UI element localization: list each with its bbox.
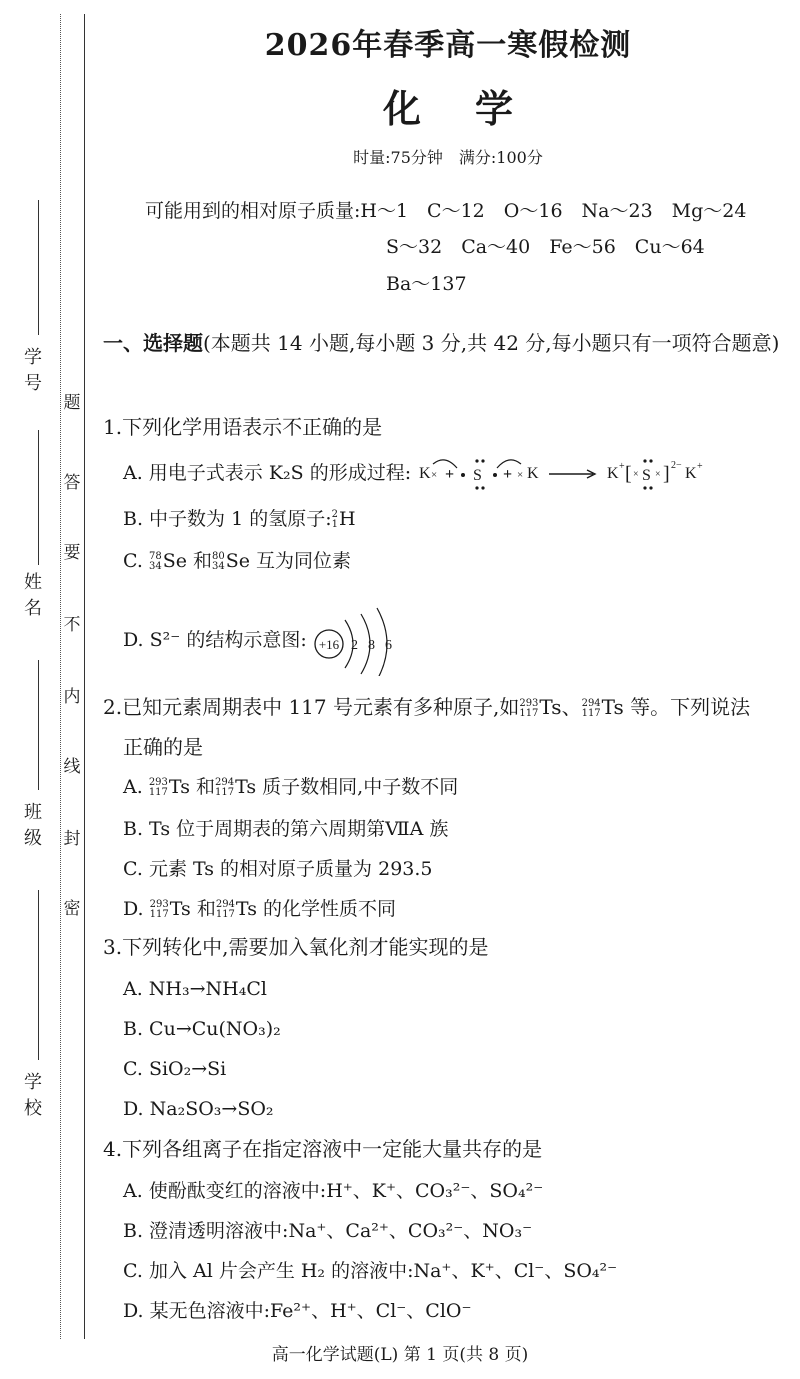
page-footer: 高一化学试题(L) 第 1 页(共 8 页) (271, 1345, 529, 1365)
atomic-mass-line-3: Ba～137 (386, 273, 467, 295)
student-id-blank[interactable] (38, 200, 39, 335)
k2s-formation-diagram (417, 456, 757, 492)
q2-option-b: B. Ts 位于周期表的第六周期第ⅦA 族 (123, 818, 449, 840)
svg-text:[: [ (625, 463, 632, 485)
svg-text:S: S (642, 467, 652, 484)
label-name: 姓名 (24, 572, 42, 619)
q3-option-c: C. SiO₂→Si (123, 1058, 227, 1080)
shell-count: 6 (384, 638, 392, 653)
svg-text:K: K (607, 465, 619, 482)
label-class: 班级 (24, 802, 42, 849)
svg-text:+: + (503, 466, 513, 483)
seal-char: 不 (63, 615, 81, 635)
svg-text:×: × (633, 469, 639, 480)
cut-dotted-line (60, 14, 61, 1339)
q3-option-b: B. Cu→Cu(NO₃)₂ (123, 1018, 281, 1040)
svg-text:+: + (697, 461, 703, 472)
label-student-id: 学号 (24, 347, 42, 394)
svg-text:×: × (655, 469, 661, 480)
svg-text:×: × (517, 469, 524, 481)
question-2-stem: 2.已知元素周期表中 117 号元素有多种原子,如 293 117 Ts、 294 117 Ts 等。下列说法 (103, 695, 751, 719)
class-blank[interactable] (38, 660, 39, 790)
svg-text:K: K (419, 465, 431, 482)
seal-char: 密 (63, 899, 81, 919)
q4-option-c: C. 加入 Al 片会产生 H₂ 的溶液中:Na⁺、K⁺、Cl⁻、SO₄²⁻ (123, 1260, 618, 1282)
q4-option-b: B. 澄清透明溶液中:Na⁺、Ca²⁺、CO₃²⁻、NO₃⁻ (123, 1220, 533, 1242)
shell-count: 2 (350, 638, 358, 653)
seal-char: 封 (63, 829, 81, 849)
seal-solid-line (84, 14, 85, 1339)
seal-char: 题 (63, 393, 81, 413)
q4-option-d: D. 某无色溶液中:Fe²⁺、H⁺、Cl⁻、ClO⁻ (123, 1300, 472, 1322)
q1-option-a: A. 用电子式表示 K₂S 的形成过程: K × + S + × K K + [ × S × ] 2− K + (123, 456, 757, 492)
q3-option-a: A. NH₃→NH₄Cl (123, 978, 267, 1000)
question-3-stem: 3.下列转化中,需要加入氧化剂才能实现的是 (103, 935, 489, 959)
question-4-stem: 4.下列各组离子在指定溶液中一定能大量共存的是 (103, 1137, 543, 1161)
seal-char: 答 (63, 473, 81, 493)
svg-text:K: K (527, 465, 539, 482)
svg-text:]: ] (663, 463, 670, 485)
svg-text:+: + (619, 461, 625, 472)
question-1-stem: 1.下列化学用语表示不正确的是 (103, 415, 383, 439)
q1-option-c: C. 78 34 Se 和 80 34 Se 互为同位素 (123, 550, 352, 572)
svg-text:K: K (685, 465, 697, 482)
section-heading: 一、选择题(本题共 14 小题,每小题 3 分,共 42 分,每小题只有一项符合题意) (103, 331, 780, 355)
svg-text:×: × (431, 469, 438, 481)
nucleus-label: +16 (318, 637, 339, 652)
sulfide-structure-diagram (313, 606, 403, 676)
school-blank[interactable] (38, 890, 39, 1060)
question-2-stem-cont: 正确的是 (123, 735, 203, 759)
q2-option-a: A. 293 117 Ts 和 294 117 Ts 质子数相同,中子数不同 (123, 776, 459, 798)
seal-char: 要 (63, 543, 81, 563)
q4-option-a: A. 使酚酞变红的溶液中:H⁺、K⁺、CO₃²⁻、SO₄²⁻ (123, 1180, 544, 1202)
svg-text:+: + (445, 466, 455, 483)
svg-text:2−: 2− (671, 460, 682, 471)
q2-option-d: D. 293 117 Ts 和 294 117 Ts 的化学性质不同 (123, 898, 397, 920)
exam-title: 2026年春季高一寒假检测 (264, 28, 632, 63)
exam-meta: 时量:75分钟 满分:100分 (353, 148, 543, 167)
q3-option-d: D. Na₂SO₃→SO₂ (123, 1098, 274, 1120)
seal-char: 内 (63, 687, 81, 707)
label-school: 学校 (24, 1072, 42, 1119)
q1-option-d: D. S²⁻ 的结构示意图: +16 2 8 6 (123, 606, 403, 676)
subject-title: 化学 (382, 86, 567, 131)
q2-option-c: C. 元素 Ts 的相对原子质量为 293.5 (123, 858, 433, 880)
atomic-mass-line-1: 可能用到的相对原子质量:H～1 C～12 O～16 Na～23 Mg～24 (145, 200, 747, 222)
name-blank[interactable] (38, 430, 39, 565)
atomic-mass-line-2: S～32 Ca～40 Fe～56 Cu～64 (386, 236, 705, 258)
shell-count: 8 (367, 638, 375, 653)
seal-char: 线 (63, 757, 81, 777)
svg-text:S: S (473, 467, 483, 484)
q1-option-b: B. 中子数为 1 的氢原子: 2 1 H (123, 508, 356, 530)
